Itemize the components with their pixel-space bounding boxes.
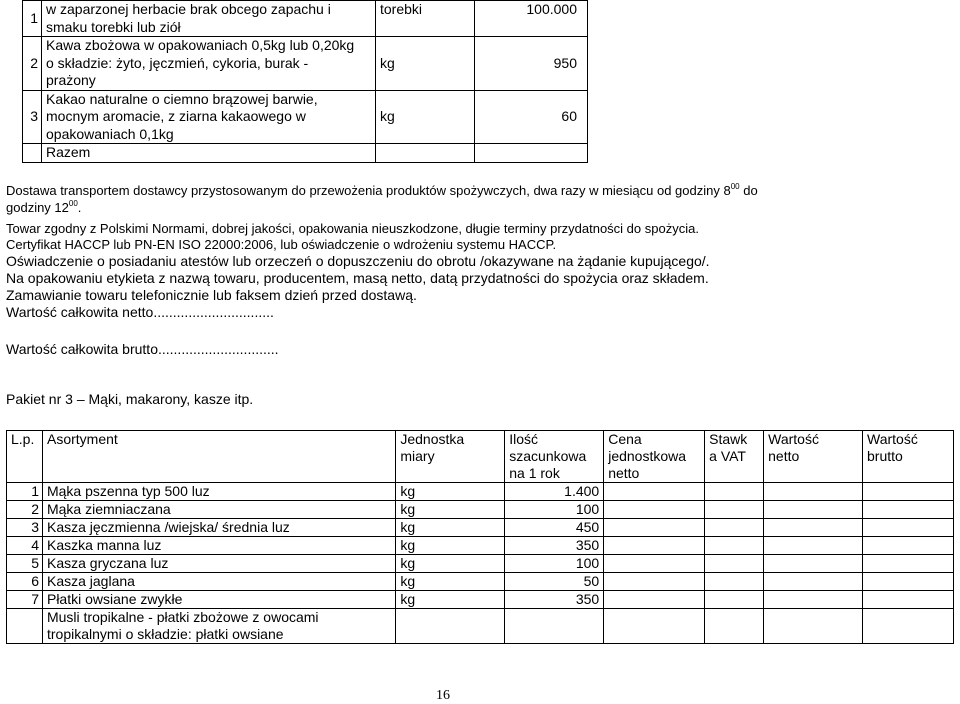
vat-cell: [705, 609, 764, 644]
quantity-cell: [505, 609, 604, 644]
price-cell: [604, 519, 705, 537]
gross-value-cell: [863, 591, 954, 609]
table-row: [7, 483, 954, 501]
gross-value-cell: [863, 519, 954, 537]
product-name: Kasza gryczana luz: [42, 555, 395, 573]
header-lp: L.p.: [7, 431, 43, 483]
quantity-cell: 1.400: [505, 483, 604, 501]
label-requirement: Na opakowaniu etykieta z nazwą towaru, producentem, masą netto, datą przydatności do spożycia oraz składem.: [6, 270, 709, 286]
row-number: [7, 609, 43, 644]
table-row: [7, 501, 954, 519]
table-header-row: [7, 431, 954, 483]
product-name: Kasza jęczmienna /wiejska/ średnia luz: [42, 519, 395, 537]
price-cell: [604, 501, 705, 519]
row-number: [23, 144, 42, 163]
product-description: w zaparzonej herbacie brak obcego zapachu i smaku torebki lub ziół: [42, 1, 376, 37]
header-unit: Jednostka miary: [396, 431, 505, 483]
price-cell: [604, 483, 705, 501]
product-name: Kaszka manna luz: [42, 537, 395, 555]
price-cell: [604, 555, 705, 573]
product-description: Kawa zbożowa w opakowaniach 0,5kg lub 0,20kg o składzie: żyto, jęczmień, cykoria, burak - prażony: [42, 37, 376, 91]
row-number: 2: [23, 37, 42, 91]
product-name: Mąka ziemniaczana: [42, 501, 395, 519]
vat-cell: [705, 501, 764, 519]
vat-cell: [705, 573, 764, 591]
quantity-cell: 50: [505, 573, 604, 591]
table-row: [23, 37, 588, 91]
row-number: 3: [7, 519, 43, 537]
total-label: Razem: [42, 144, 376, 163]
row-number: 3: [23, 90, 42, 144]
attestation-requirement: Oświadczenie o posiadaniu atestów lub orzeczeń o dopuszczeniu do obrotu /okazywane na żądanie kupującego/.: [6, 253, 710, 269]
gross-value-cell: [863, 573, 954, 591]
unit-cell: kg: [396, 537, 505, 555]
total-net-value: Wartość całkowita netto...............................: [6, 304, 274, 320]
unit-cell: kg: [396, 591, 505, 609]
net-value-cell: [764, 573, 863, 591]
ordering-terms: Zamawianie towaru telefonicznie lub faksem dzień przed dostawą.: [6, 287, 417, 303]
vat-cell: [705, 537, 764, 555]
table-row: [7, 519, 954, 537]
total-gross-value: Wartość całkowita brutto...............................: [6, 341, 279, 357]
unit-cell: kg: [396, 483, 505, 501]
product-name: Mąka pszenna typ 500 luz: [42, 483, 395, 501]
header-quantity: Ilość szacunkowa na 1 rok: [505, 431, 604, 483]
delivery-terms-cont: godziny $12^{00}$.: [6, 199, 82, 215]
unit-cell: kg: [396, 519, 505, 537]
unit-cell: torebki: [376, 1, 475, 37]
table-row: [7, 537, 954, 555]
unit-cell: kg: [396, 555, 505, 573]
row-number: 1: [23, 1, 42, 37]
table-row: [7, 591, 954, 609]
header-net-value: Wartość netto: [764, 431, 863, 483]
unit-cell: [376, 144, 475, 163]
row-number: 1: [7, 483, 43, 501]
header-vat: Stawk a VAT: [705, 431, 764, 483]
vat-cell: [705, 483, 764, 501]
quantity-cell: 100.000: [475, 1, 588, 37]
certificate-requirement: Certyfikat HACCP lub PN-EN ISO 22000:2006, lub oświadczenie o wdrożeniu systemu HACCP.: [6, 237, 557, 252]
quantity-cell: 450: [505, 519, 604, 537]
product-name: Musli tropikalne - płatki zbożowe z owocami tropikalnymi o składzie: płatki owsiane: [42, 609, 395, 644]
product-name: Kasza jaglana: [42, 573, 395, 591]
vat-cell: [705, 555, 764, 573]
delivery-terms: Dostawa transportem dostawcy przystosowanym do przewożenia produktów spożywczych, dwa razy w miesiącu od godziny $8^{00}$ do: [6, 182, 758, 198]
page-number: 16: [436, 688, 450, 703]
row-number: 4: [7, 537, 43, 555]
quantity-cell: 100: [505, 555, 604, 573]
net-value-cell: [764, 483, 863, 501]
net-value-cell: [764, 555, 863, 573]
row-number: 2: [7, 501, 43, 519]
product-name: Płatki owsiane zwykłe: [42, 591, 395, 609]
table-row: [7, 555, 954, 573]
gross-value-cell: [863, 537, 954, 555]
header-unit-price: Cena jednostkowa netto: [604, 431, 705, 483]
quantity-cell: 350: [505, 537, 604, 555]
package-3-table: [6, 430, 954, 644]
unit-cell: [396, 609, 505, 644]
price-cell: [604, 573, 705, 591]
product-description: Kakao naturalne o ciemno brązowej barwie, mocnym aromacie, z ziarna kakaowego w opakowaniach 0,1kg: [42, 90, 376, 144]
header-gross-value: Wartość brutto: [863, 431, 954, 483]
price-cell: [604, 609, 705, 644]
table-row: [7, 573, 954, 591]
header-asortyment: Asortyment: [42, 431, 395, 483]
product-table-continued: [22, 0, 588, 163]
unit-cell: kg: [376, 90, 475, 144]
quality-requirement: Towar zgodny z Polskimi Normami, dobrej jakości, opakowania nieuszkodzone, długie terminy przydatności do spożycia.: [6, 221, 699, 236]
row-number: 6: [7, 573, 43, 591]
net-value-cell: [764, 519, 863, 537]
unit-cell: kg: [396, 501, 505, 519]
unit-cell: kg: [376, 37, 475, 91]
row-number: 7: [7, 591, 43, 609]
net-value-cell: [764, 609, 863, 644]
package-title: Pakiet nr 3 – Mąki, makarony, kasze itp.: [6, 391, 254, 407]
table-row: [23, 90, 588, 144]
net-value-cell: [764, 537, 863, 555]
table-row: [23, 1, 588, 37]
quantity-cell: 60: [475, 90, 588, 144]
vat-cell: [705, 519, 764, 537]
net-value-cell: [764, 591, 863, 609]
row-number: 5: [7, 555, 43, 573]
unit-cell: kg: [396, 573, 505, 591]
gross-value-cell: [863, 501, 954, 519]
gross-value-cell: [863, 483, 954, 501]
price-cell: [604, 537, 705, 555]
net-value-cell: [764, 501, 863, 519]
table-row-total: [23, 144, 588, 163]
gross-value-cell: [863, 555, 954, 573]
quantity-cell: [475, 144, 588, 163]
quantity-cell: 950: [475, 37, 588, 91]
gross-value-cell: [863, 609, 954, 644]
vat-cell: [705, 591, 764, 609]
quantity-cell: 100: [505, 501, 604, 519]
quantity-cell: 350: [505, 591, 604, 609]
price-cell: [604, 591, 705, 609]
table-row: [7, 609, 954, 644]
